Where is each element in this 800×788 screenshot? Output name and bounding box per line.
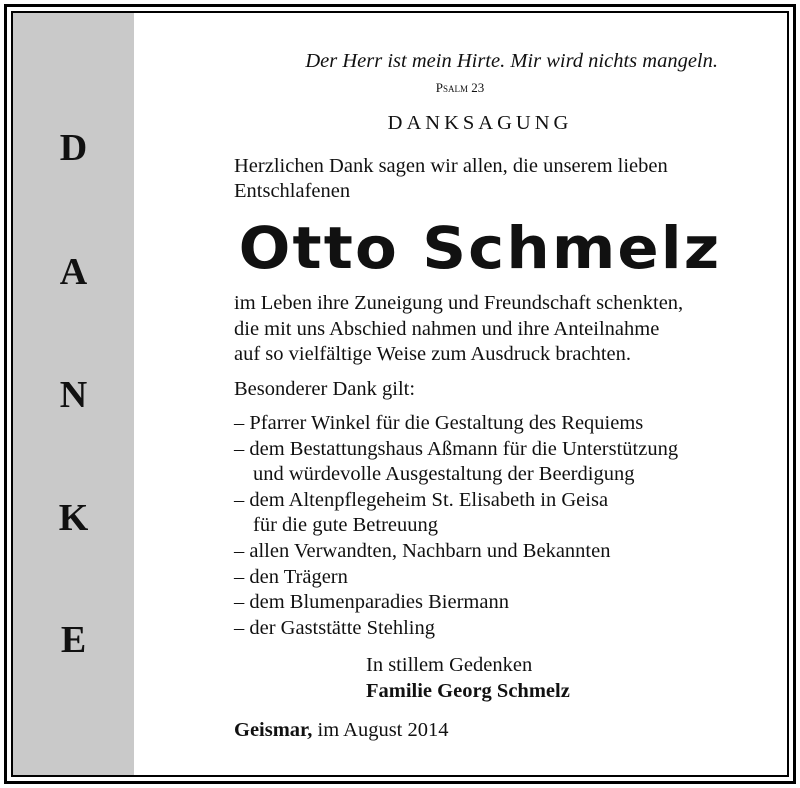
motto: Der Herr ist mein Hirte. Mir wird nichts mangeln. xyxy=(305,50,718,72)
thanks-line: – den Trägern xyxy=(234,566,348,588)
thanks-line: – der Gaststätte Stehling xyxy=(234,617,435,639)
heading: DANKSAGUNG xyxy=(387,112,573,134)
body-line: im Leben ihre Zuneigung und Freundschaft schenkten, xyxy=(234,292,684,314)
special-thanks-label: Besonderer Dank gilt: xyxy=(234,378,416,400)
side-letter-a: A xyxy=(59,251,88,293)
side-panel xyxy=(13,13,134,775)
thanks-line: – Pfarrer Winkel für die Gestaltung des Requiems xyxy=(234,412,644,434)
thanks-line: – dem Altenpflegeheim St. Elisabeth in Geisa xyxy=(234,489,609,511)
date: im August 2014 xyxy=(317,719,449,741)
side-letter-e: E xyxy=(60,619,87,661)
thanks-line: und würdevolle Ausgestaltung der Beerdigung xyxy=(253,463,635,485)
place-date xyxy=(234,719,449,742)
thanks-line: – allen Verwandten, Nachbarn und Bekannten xyxy=(234,540,611,562)
intro-line: Herzlichen Dank sagen wir allen, die unserem lieben xyxy=(234,155,668,177)
family-signature: Familie Georg Schmelz xyxy=(366,680,570,702)
side-letter-n: N xyxy=(59,374,88,416)
memorial-text: In stillem Gedenken xyxy=(366,654,533,676)
side-letter-k: K xyxy=(58,497,89,539)
deceased-name: Otto Schmelz xyxy=(238,214,722,282)
thanks-line: für die gute Betreuung xyxy=(253,514,439,536)
side-letter-d: D xyxy=(59,127,88,169)
intro-line: Entschlafenen xyxy=(234,180,351,202)
psalm-reference: Psalm 23 xyxy=(435,80,485,95)
thanks-line: – dem Blumenparadies Biermann xyxy=(234,591,509,613)
body-line: auf so vielfältige Weise zum Ausdruck brachten. xyxy=(234,343,632,365)
place: Geismar, xyxy=(234,719,313,741)
body-line: die mit uns Abschied nahmen und ihre Anteilnahme xyxy=(234,318,660,340)
thanks-line: – dem Bestattungshaus Aßmann für die Unterstützung xyxy=(234,438,679,460)
